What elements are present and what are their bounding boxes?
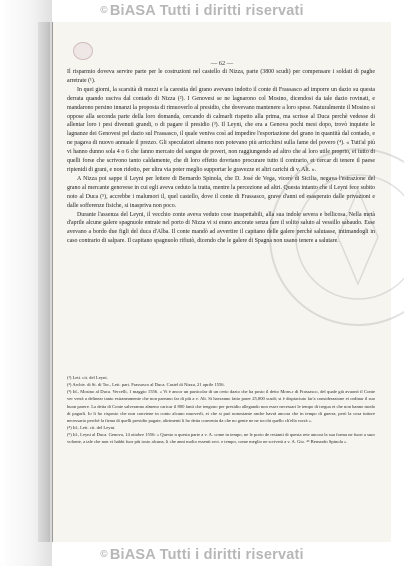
copyright-banner-top <box>0 3 404 19</box>
copyright-banner-bottom <box>0 547 404 563</box>
paragraph: Durante l'assenza del Leyni, il vecchio conte aveva veduto cose inaspettabili, alla sua indole severa e bellicosa. Nella metà d'aprile alcune galere spagnuole entrate nel porto di Nizza vi si erano ancorate senza fare il solito saluto al vessillo sabaudo. Esse avevano a bordo due figli del duca d'Alba. Il conte mandò ad avvertire il capitano delle galere perchè salutasse, intimandogli in caso contrario di salpare. Il capitano spagnuolo rifiutò, dicendo che le galere di Spagna non usano tenere a salutare. <box>67 211 375 245</box>
footnote: (¹) Lett. cit. del Leyni. <box>67 375 108 380</box>
paragraph: Il risparmio doveva servire parte per le costruzioni nel castello di Nizza, parte (3800 scudi) per compensare i soldati di paghe arretrate (¹). <box>67 69 375 84</box>
paragraph: A Nizza poi sappe il Leyni per lettere di Bernardo Spinola, che D. José de Vega, vicerè di Sicilia, negava l'estrazione del grano al mercante genovese in cui egli aveva ceduto la tratta, mentre la percezione ad altri. Questa intanto che il Leyni fece subito noto al Duca (⁵), accrebbe i malumori il, quel castello, dove il conte di Frassasco, grave d'anni ed esasperato dalle privazioni e dalle sofferenze fisiche, si inaspriva non poco. <box>67 175 375 209</box>
document-page <box>52 22 391 542</box>
footnote: (⁵) Id., Leyni al Duca. Genova, 14 ottobre 1556: « Questo n questa parte a v. A. come in tempo, ne le porto de restanti di questa rete ancora la sua forma ne fuori a suor volonte, a tale che non vi habbi fuor più tosto alcuna, li che anni molto essenti sect. e tempo, come meglio ne scriverà a v. A. Gio. ⁴⁶ Bernardo Spinola ». <box>67 432 375 445</box>
copyright-text-top: BiASA Tutti i diritti riservati <box>109 3 304 19</box>
page-number: — 62 — <box>210 60 234 67</box>
body-text <box>67 68 375 246</box>
book-binding <box>38 22 52 542</box>
copyright-text-bottom: BiASA Tutti i diritti riservati <box>109 547 304 563</box>
paragraph: In quei giorni, la scarsità di mezzi e la carestia del grano avevano indotto il conte di Frassasco ad imporre un dazio su questa derrata quando usciva dal contado di Nizza (²). I Genovesi se ne lagnarono col Mosino, dicendosi da tale dazio rovinati, e mandarono persino innanzi la proposta di rimuoverlo al presidio, che dovevano mantenere a loro spese. Naturalmente il Mosino si oppose alla seconda parte della loro domanda, cercando di calmarli rispetto alla prima, ma scrisse al Duca perchè vedesse di allentar loro i pesi divenuti grandi, o di pagare il presidio (³). Il Leyni, che era a Genova pochi mesi dopo, trovò inquiete le lagnanze dei Genovesi pel dazio sul Frassasco, il quale veniva così ad impedire l'esportazione del grano in quantità dal contado, e ne pagava di nuovo annuale il prezzo. Gli speculatori almeno non potevano più arricchirsi sulla fame del povero (⁴). « Tutt'al più vi hanno dunno sola 4 o 6 che fanno mercato del sangue de poveri, non raggiungendo ad altro che al loro utile proprio, et tutto di quelli forse che scrivono tanto caldamente, che di loro effetto dovriano procurare tutto il contrario, et cercar di tenere il paese ripienidi di grani, e non ridotto, per ultra via poter meglio supportar le gravezze et altri carichi di v. Alt. ». <box>67 86 375 173</box>
footnotes <box>67 374 375 446</box>
copyright-symbol: © <box>100 5 108 16</box>
footnote: (³) Id., Mosino al Duca. Vercelli, 1 maggio 1556. « Vi è ancor un particolar di un certo dazio che ha posto il detto Mons.r di Frassasco, del quale già avuonò il Conte ver verrà a delinear tanto estraneamente che non pareano far di più a v. Alt. Si havranno fatto parer 25,000 scudi; si è dispiaciuto far'a considerazione et ordinar il suo buon parere. La detta di Conte salveranno almeno caricar il 800 fanti che tengono per presidio allegando non esser necessari le tempo di tregua et che non hanno modo di pagarli. Io li ho risposto che non conviene in conto alcuno muoverli, et che si può nonostante anche havrà ancora che in tempo di guerra, però la cosa tuttore necessario perchè la firma di quelli presidio pagate, altrimenti li ho detta conventa da che no gente ne ne tocchi quello ch'ella vorrà ». <box>67 389 375 423</box>
copyright-symbol: © <box>100 549 108 560</box>
footnote: (⁴) Id., Lett. cit. del Leyni. <box>67 425 116 431</box>
library-stamp <box>73 42 93 60</box>
footnote: (²) Archiv. di St. di Tor., Lett. part. Frassasco al Duca. Castel di Nizza, 21 aprile 1556. <box>67 382 225 388</box>
